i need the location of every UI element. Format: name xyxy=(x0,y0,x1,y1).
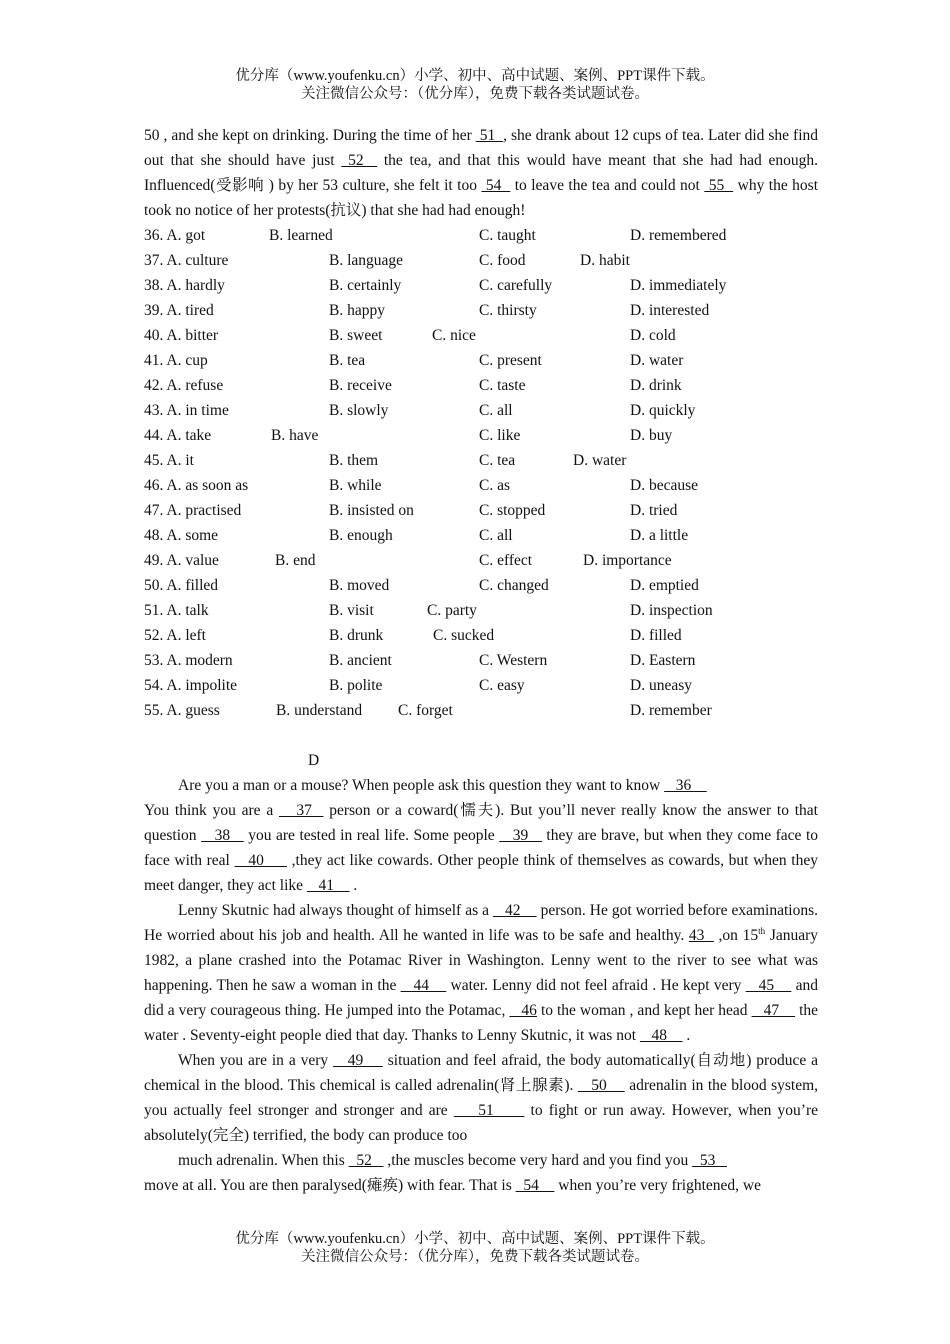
option-row-44 xyxy=(144,423,818,448)
text: person. He got worried before examinations. He worried about his job and health. All he wanted in life was to be safe and healthy. xyxy=(144,902,819,944)
option-row-52 xyxy=(144,623,818,648)
blank-39: 39 xyxy=(499,827,542,844)
header-line-1: 优分库（www.youfenku.cn）小学、初中、高中试题、案例、PPT课件下载。 xyxy=(235,68,715,84)
blank-52: 52 xyxy=(341,152,378,169)
option-d: D. buy xyxy=(630,427,673,444)
option-d: D. because xyxy=(630,477,698,494)
option-b: B. sweet xyxy=(329,327,383,344)
ordinal-suffix: th xyxy=(758,925,766,936)
option-d: D. habit xyxy=(580,252,630,269)
option-row-42 xyxy=(144,373,818,398)
text: ,the muscles become very hard and you find you xyxy=(383,1152,693,1169)
option-d: D. cold xyxy=(630,327,676,344)
option-d: D. Eastern xyxy=(630,652,696,669)
option-b: B. happy xyxy=(329,302,385,319)
option-a: 48. A. some xyxy=(144,527,219,544)
option-b: B. end xyxy=(275,552,316,569)
option-row-43 xyxy=(144,398,818,423)
option-c: C. effect xyxy=(479,552,533,569)
blank-51: 51 xyxy=(453,1102,525,1119)
option-b: B. while xyxy=(329,477,382,494)
option-d: D. interested xyxy=(630,302,710,319)
option-b: B. receive xyxy=(329,377,392,394)
spacer xyxy=(144,723,818,748)
option-c: C. all xyxy=(479,527,513,544)
option-a: 47. A. practised xyxy=(144,502,242,519)
option-c: C. tea xyxy=(479,452,516,469)
page-header xyxy=(0,67,950,103)
option-c: C. carefully xyxy=(479,277,553,294)
option-c: C. taste xyxy=(479,377,526,394)
answer-options xyxy=(144,223,818,723)
text: to leave the tea and could not xyxy=(510,177,705,194)
text: . xyxy=(349,877,358,894)
option-c: C. like xyxy=(479,427,521,444)
option-c: C. thirsty xyxy=(479,302,537,319)
blank-44: 44 xyxy=(400,977,447,994)
option-d: D. quickly xyxy=(630,402,696,419)
option-row-51 xyxy=(144,598,818,623)
option-a: 53. A. modern xyxy=(144,652,233,669)
option-b: B. moved xyxy=(329,577,390,594)
text: and did a very courageous thing. He jumped into the Potamac, xyxy=(144,977,818,1019)
option-b: B. visit xyxy=(329,602,374,619)
option-c: C. changed xyxy=(479,577,549,594)
option-row-54 xyxy=(144,673,818,698)
option-row-48 xyxy=(144,523,818,548)
footer-line-1: 优分库（www.youfenku.cn）小学、初中、高中试题、案例、PPT课件下载。 xyxy=(235,1231,715,1247)
blank-37: 37 xyxy=(278,802,324,819)
page-footer xyxy=(0,1230,950,1266)
option-d: D. uneasy xyxy=(630,677,692,694)
option-row-55 xyxy=(144,698,818,723)
option-c: C. easy xyxy=(479,677,525,694)
option-row-47 xyxy=(144,498,818,523)
text: when you’re very frightened, we xyxy=(554,1177,761,1194)
text: you are tested in real life. Some people xyxy=(243,827,500,844)
option-a: 51. A. talk xyxy=(144,602,209,619)
option-row-41 xyxy=(144,348,818,373)
option-row-46 xyxy=(144,473,818,498)
text: Are you a man or a mouse? When people ask this question they want to know xyxy=(178,777,665,794)
option-d: D. remembered xyxy=(630,227,727,244)
option-c: C. party xyxy=(427,602,477,619)
option-row-37 xyxy=(144,248,818,273)
passage-d-paragraph-4 xyxy=(144,1148,818,1198)
option-row-36 xyxy=(144,223,818,248)
text: , she drank about 12 cups of tea. Later did she find out that she should have just xyxy=(144,127,819,169)
option-a: 42. A. refuse xyxy=(144,377,224,394)
option-b: B. language xyxy=(329,252,404,269)
text: adrenalin in the blood system, you actually feel stronger and stronger and are xyxy=(144,1077,819,1119)
text: You think you are a xyxy=(144,802,279,819)
option-b: B. enough xyxy=(329,527,393,544)
option-row-40 xyxy=(144,323,818,348)
blank-49: 49 xyxy=(333,1052,383,1069)
option-row-50 xyxy=(144,573,818,598)
text: person or a coward(懦夫). But you’ll never really know the answer to that question xyxy=(144,802,818,844)
text: When you are in a very xyxy=(178,1052,334,1069)
blank-43: 43 xyxy=(688,927,714,944)
option-a: 41. A. cup xyxy=(144,352,208,369)
option-d: D. immediately xyxy=(630,277,727,294)
option-c: C. present xyxy=(479,352,542,369)
option-d: D. drink xyxy=(630,377,682,394)
option-b: B. them xyxy=(329,452,379,469)
option-row-38 xyxy=(144,273,818,298)
option-row-49 xyxy=(144,548,818,573)
blank-40: 40 xyxy=(234,852,288,869)
option-b: B. have xyxy=(271,427,319,444)
option-c: C. all xyxy=(479,402,513,419)
option-d: D. water xyxy=(630,352,684,369)
blank-42: 42 xyxy=(493,902,537,919)
option-a: 52. A. left xyxy=(144,627,206,644)
option-b: B. drunk xyxy=(329,627,384,644)
passage-d-paragraph-2 xyxy=(144,898,818,1048)
option-row-53 xyxy=(144,648,818,673)
document-body xyxy=(144,123,818,1198)
option-b: B. ancient xyxy=(329,652,392,669)
option-d: D. importance xyxy=(583,552,672,569)
option-c: C. sucked xyxy=(433,627,495,644)
option-c: C. stopped xyxy=(479,502,546,519)
option-c: C. food xyxy=(479,252,526,269)
blank-36: 36 xyxy=(664,777,707,794)
blank-52: 52 xyxy=(348,1152,384,1169)
text: January 1982, a plane crashed into the Potamac River in Washington. Lenny went to the river to see what was happening. Then he saw a woman in the xyxy=(144,927,819,994)
option-a: 38. A. hardly xyxy=(144,277,225,294)
option-b: B. slowly xyxy=(329,402,389,419)
text: move at all. You are then paralysed(瘫痪) with fear. That is xyxy=(144,1177,516,1194)
blank-53: 53 xyxy=(692,1152,727,1169)
blank-41: 41 xyxy=(306,877,350,894)
text: ,they act like cowards. Other people think of themselves as cowards, but when they meet danger, they act like xyxy=(144,852,818,894)
option-a: 49. A. value xyxy=(144,552,219,569)
option-d: D. tried xyxy=(630,502,678,519)
option-c: C. nice xyxy=(432,327,476,344)
option-a: 50. A. filled xyxy=(144,577,219,594)
option-d: D. emptied xyxy=(630,577,699,594)
option-a: 55. A. guess xyxy=(144,702,220,719)
passage-d-paragraph-3 xyxy=(144,1048,818,1148)
blank-47: 47 xyxy=(751,1002,796,1019)
text: situation and feel afraid, the body automatically(自动地) produce a chemical in the blood. This chemical is called adrenalin(肾上腺素). xyxy=(144,1052,818,1094)
option-b: B. polite xyxy=(329,677,383,694)
option-a: 54. A. impolite xyxy=(144,677,237,694)
option-a: 46. A. as soon as xyxy=(144,477,249,494)
text: 50 , and she kept on drinking. During the time of her xyxy=(144,127,476,144)
text: the water . Seventy-eight people died that day. Thanks to Lenny Skutnic, it was not xyxy=(144,1002,819,1044)
option-d: D. water xyxy=(573,452,627,469)
blank-45: 45 xyxy=(745,977,792,994)
passage-c-ending xyxy=(144,123,818,223)
text: why the host took no notice of her protests(抗议) that she had had enough! xyxy=(144,177,819,219)
option-c: C. taught xyxy=(479,227,536,244)
option-a: 44. A. take xyxy=(144,427,212,444)
option-b: B. tea xyxy=(329,352,366,369)
text: to the woman , and kept her head xyxy=(536,1002,752,1019)
option-d: D. filled xyxy=(630,627,682,644)
option-a: 40. A. bitter xyxy=(144,327,219,344)
blank-46: 46 xyxy=(509,1002,537,1019)
option-row-39 xyxy=(144,298,818,323)
section-heading: D xyxy=(308,752,320,769)
text: Lenny Skutnic had always thought of himself as a xyxy=(178,902,494,919)
blank-54: 54 xyxy=(515,1177,555,1194)
option-row-45 xyxy=(144,448,818,473)
option-d: D. inspection xyxy=(630,602,713,619)
option-c: C. as xyxy=(479,477,510,494)
option-d: D. a little xyxy=(630,527,689,544)
option-a: 37. A. culture xyxy=(144,252,229,269)
text: water. Lenny did not feel afraid . He kept very xyxy=(446,977,746,994)
option-d: D. remember xyxy=(630,702,712,719)
option-b: B. understand xyxy=(276,702,363,719)
text: to fight or run away. However, when you’re absolutely(完全) terrified, the body can produce too xyxy=(144,1102,818,1144)
text: ,on 15 xyxy=(713,927,759,944)
blank-48: 48 xyxy=(639,1027,683,1044)
header-line-2: 关注微信公众号：（优分库），免费下载各类试题试卷。 xyxy=(301,86,649,102)
option-b: B. learned xyxy=(269,227,333,244)
option-a: 39. A. tired xyxy=(144,302,214,319)
blank-55: 55 xyxy=(704,177,734,194)
option-c: C. Western xyxy=(479,652,548,669)
footer-line-2: 关注微信公众号：（优分库），免费下载各类试题试卷。 xyxy=(301,1249,649,1265)
blank-50: 50 xyxy=(577,1077,625,1094)
blank-51: 51 xyxy=(475,127,504,144)
text: . xyxy=(682,1027,691,1044)
blank-38: 38 xyxy=(201,827,244,844)
option-a: 43. A. in time xyxy=(144,402,229,419)
text: the tea, and that this would have meant that she had had enough. Influenced(受影响 ) by her 53 culture, she felt it too xyxy=(144,152,818,194)
option-b: B. insisted on xyxy=(329,502,414,519)
passage-d-paragraph-1 xyxy=(144,773,818,898)
option-b: B. certainly xyxy=(329,277,402,294)
option-a: 45. A. it xyxy=(144,452,194,469)
text: much adrenalin. When this xyxy=(178,1152,349,1169)
option-a: 36. A. got xyxy=(144,227,206,244)
blank-54: 54 xyxy=(481,177,511,194)
text: they are brave, but when they come face to face with real xyxy=(144,827,818,869)
option-c: C. forget xyxy=(398,702,453,719)
